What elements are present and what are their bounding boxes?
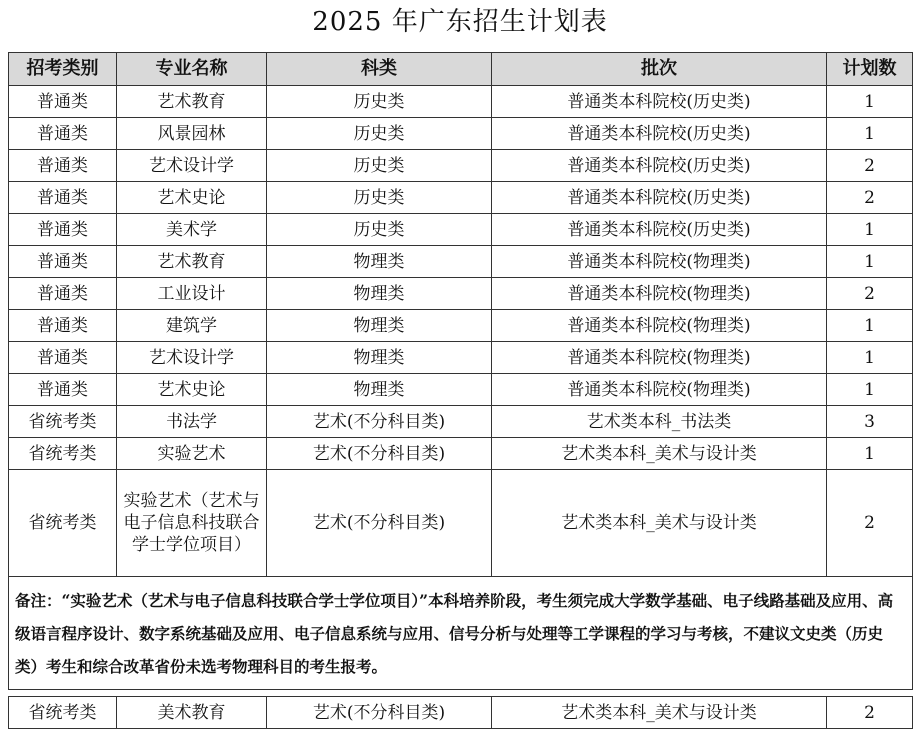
table-row xyxy=(9,697,913,729)
cell-quota: 2 xyxy=(827,182,913,214)
page-title: 2025 年广东招生计划表 xyxy=(312,7,608,37)
cell-category: 普通类 xyxy=(9,374,117,406)
cell-batch: 普通类本科院校(历史类) xyxy=(492,86,827,118)
table-row xyxy=(9,86,913,118)
cell-major: 工业设计 xyxy=(117,278,267,310)
table-row xyxy=(9,182,913,214)
cell-quota: 2 xyxy=(827,697,913,729)
cell-major: 艺术史论 xyxy=(117,182,267,214)
cell-subject-type: 历史类 xyxy=(267,182,492,214)
cell-subject-type: 历史类 xyxy=(267,118,492,150)
table-row xyxy=(9,150,913,182)
cell-batch: 普通类本科院校(物理类) xyxy=(492,310,827,342)
cell-batch: 艺术类本科_美术与设计类 xyxy=(492,470,827,577)
cell-subject-type: 艺术(不分科目类) xyxy=(267,406,492,438)
cell-subject-type: 艺术(不分科目类) xyxy=(267,697,492,729)
cell-batch: 艺术类本科_美术与设计类 xyxy=(492,697,827,729)
cell-major: 美术教育 xyxy=(117,697,267,729)
cell-subject-type: 历史类 xyxy=(267,150,492,182)
cell-category: 普通类 xyxy=(9,246,117,278)
cell-subject-type: 历史类 xyxy=(267,214,492,246)
cell-subject-type: 艺术(不分科目类) xyxy=(267,470,492,577)
table-row xyxy=(9,214,913,246)
table-row xyxy=(9,342,913,374)
cell-quota: 1 xyxy=(827,246,913,278)
cell-quota: 1 xyxy=(827,310,913,342)
table-row xyxy=(9,246,913,278)
cell-category: 普通类 xyxy=(9,278,117,310)
cell-quota: 2 xyxy=(827,278,913,310)
cell-category: 普通类 xyxy=(9,86,117,118)
cell-batch: 普通类本科院校(历史类) xyxy=(492,150,827,182)
table-row xyxy=(9,310,913,342)
table-header-row xyxy=(9,53,913,86)
cell-quota: 2 xyxy=(827,150,913,182)
cell-subject-type: 历史类 xyxy=(267,86,492,118)
cell-subject-type: 物理类 xyxy=(267,246,492,278)
cell-quota: 1 xyxy=(827,342,913,374)
note-text: 备注：“实验艺术（艺术与电子信息科技联合学士学位项目）”本科培养阶段，考生须完成大学数学基础、电子线路基础及应用、高级语言程序设计、数字系统基础及应用、电子信息系统与应用、信号分析与处理等工学课程的学习与考核，不建议文史类（历史类）考生和综合改革省份未选考物理科目的考生报考。 xyxy=(9,577,913,690)
gap-cell xyxy=(9,690,913,697)
table-row xyxy=(9,438,913,470)
header-subject-type: 科类 xyxy=(267,53,492,86)
cell-subject-type: 物理类 xyxy=(267,374,492,406)
note-row xyxy=(9,577,913,690)
cell-major: 艺术史论 xyxy=(117,374,267,406)
cell-subject-type: 物理类 xyxy=(267,342,492,374)
cell-quota: 1 xyxy=(827,374,913,406)
table-row xyxy=(9,374,913,406)
cell-quota: 1 xyxy=(827,86,913,118)
cell-batch: 普通类本科院校(历史类) xyxy=(492,118,827,150)
table-row xyxy=(9,278,913,310)
cell-batch: 普通类本科院校(物理类) xyxy=(492,246,827,278)
cell-category: 省统考类 xyxy=(9,406,117,438)
cell-batch: 艺术类本科_书法类 xyxy=(492,406,827,438)
cell-batch: 普通类本科院校(物理类) xyxy=(492,342,827,374)
cell-category: 省统考类 xyxy=(9,470,117,577)
cell-major: 艺术教育 xyxy=(117,86,267,118)
cell-major: 书法学 xyxy=(117,406,267,438)
enrollment-plan-table xyxy=(8,52,913,729)
cell-quota: 3 xyxy=(827,406,913,438)
table-row xyxy=(9,118,913,150)
header-quota: 计划数 xyxy=(827,53,913,86)
cell-major: 艺术设计学 xyxy=(117,150,267,182)
cell-subject-type: 物理类 xyxy=(267,278,492,310)
cell-subject-type: 艺术(不分科目类) xyxy=(267,438,492,470)
cell-subject-type: 物理类 xyxy=(267,310,492,342)
cell-major: 艺术教育 xyxy=(117,246,267,278)
cell-batch: 普通类本科院校(历史类) xyxy=(492,182,827,214)
cell-batch: 普通类本科院校(历史类) xyxy=(492,214,827,246)
cell-category: 普通类 xyxy=(9,150,117,182)
cell-major: 实验艺术（艺术与电子信息科技联合学士学位项目） xyxy=(117,470,267,577)
row-gap xyxy=(9,690,913,697)
cell-major: 实验艺术 xyxy=(117,438,267,470)
cell-quota: 1 xyxy=(827,118,913,150)
cell-major: 美术学 xyxy=(117,214,267,246)
cell-quota: 2 xyxy=(827,470,913,577)
cell-category: 普通类 xyxy=(9,118,117,150)
cell-quota: 1 xyxy=(827,438,913,470)
cell-category: 普通类 xyxy=(9,214,117,246)
cell-major: 建筑学 xyxy=(117,310,267,342)
table-row xyxy=(9,470,913,577)
cell-batch: 普通类本科院校(物理类) xyxy=(492,278,827,310)
table-row xyxy=(9,406,913,438)
cell-batch: 艺术类本科_美术与设计类 xyxy=(492,438,827,470)
cell-quota: 1 xyxy=(827,214,913,246)
header-batch: 批次 xyxy=(492,53,827,86)
cell-category: 省统考类 xyxy=(9,438,117,470)
cell-major: 艺术设计学 xyxy=(117,342,267,374)
cell-category: 普通类 xyxy=(9,310,117,342)
cell-category: 普通类 xyxy=(9,182,117,214)
header-category: 招考类别 xyxy=(9,53,117,86)
cell-category: 省统考类 xyxy=(9,697,117,729)
cell-major: 风景园林 xyxy=(117,118,267,150)
cell-category: 普通类 xyxy=(9,342,117,374)
cell-batch: 普通类本科院校(物理类) xyxy=(492,374,827,406)
header-major: 专业名称 xyxy=(117,53,267,86)
